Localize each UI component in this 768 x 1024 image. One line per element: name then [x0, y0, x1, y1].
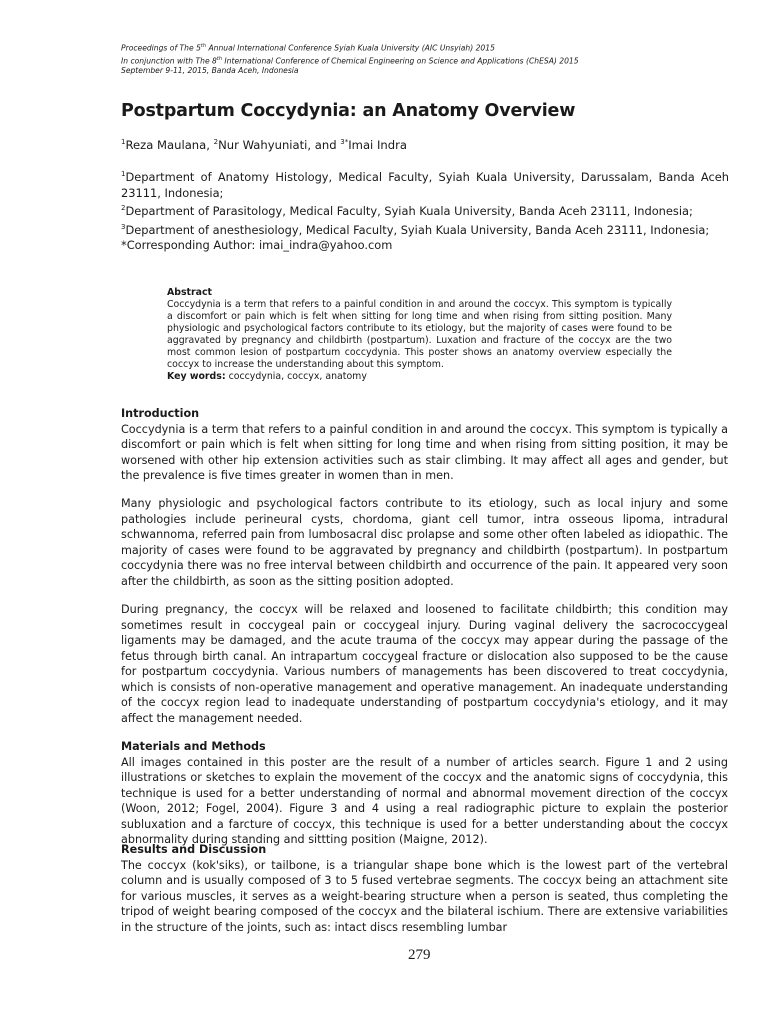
affiliations: [121, 167, 729, 254]
abstract-block: [167, 287, 672, 383]
paragraph: All images contained in this poster are the result of a number of articles search. Figure 1 and 2 using illustrations or sketches to explain the movement of the coccyx and the anatomic signs of coccydynia, this technique is used for a better understanding of normal and abnormal movement direction of the coccyx (Woon, 2012; Fogel, 2004). Figure 3 and 4 using a real radiographic picture to explain the posterior subluxation and a farcture of coccyx, this technique is used for a better understanding about the coccyx abnormality during standing and sittting position (Maigne, 2012).: [121, 755, 728, 846]
keywords: [167, 371, 672, 383]
author-name: Imai Indra: [348, 138, 407, 152]
abstract-text: Coccydynia is a term that refers to a painful condition in and around the coccyx. This symptom is typically a discomfort or pain which is felt when sitting for long time and when rising from sitting position. Many physiologic and psychological factors contribute to its etiology, but the majority of cases were found to be aggravated by pregnancy and childbirth (postpartum). Luxation and fracture of the coccyx are the two most common lesion of postpartum coccydynia. This poster shows an anatomy overview especially the coccyx to increase the understanding about this symptom.: [167, 299, 672, 370]
corresponding-author: *Corresponding Author: imai_indra@yahoo.com: [121, 238, 393, 252]
proceedings-header: [121, 41, 741, 76]
introduction-paragraph-3: [121, 602, 728, 726]
paragraph: Many physiologic and psychological factors contribute to its etiology, such as local injury and some pathologies include perineural cysts, chordoma, giant cell tumor, intra osseous lipoma, intradural schwannoma, referred pain from lumbosacral disc prolapse and some other often labeled as idiopathic. The majority of cases were found to be aggravated by pregnancy and childbirth (postpartum). In postpartum coccydynia there was no free interval between childbirth and occurrence of the pain. It appeared very soon after the childbirth, as soon as the sitting position adopted.: [121, 497, 728, 588]
author-sup: 3*: [340, 138, 349, 146]
affiliation: $^1$Department of Anatomy Histology, Medical Faculty, Syiah Kuala University, Darussalam, Banda Aceh 23111, Indonesia;: [121, 170, 729, 200]
paper-title: Postpartum Coccydynia: an Anatomy Overview: [121, 101, 576, 121]
affiliation: $^2$Department of Parasitology, Medical Faculty, Syiah Kuala University, Banda Aceh 23111, Indonesia;: [121, 204, 693, 218]
introduction-paragraph-2: [121, 496, 728, 589]
keywords-label: Key words:: [167, 371, 226, 382]
paragraph: Coccydynia is a term that refers to a painful condition in and around the coccyx. This symptom is typically a discomfort or pain which is felt when sitting for long time and when rising from sitting position, it may be worsened with other hip extension activities such as stair climbing. It may affect all ages and gender, but the prevalence is five times greater in women than in men.: [121, 422, 728, 482]
proceedings-line-2: In conjunction with The 8th International Conference of Chemical Engineering on Science and Applications (ChESA) 2015: [121, 55, 579, 66]
abstract-heading: Abstract: [167, 287, 213, 298]
results-section: [121, 842, 728, 935]
proceedings-line-3: September 9-11, 2015, Banda Aceh, Indonesia: [121, 66, 299, 76]
author-sup: 2: [213, 138, 219, 146]
affiliation: $^3$Department of anesthesiology, Medical Faculty, Syiah Kuala University, Banda Aceh 23111, Indonesia;: [121, 222, 710, 237]
methods-section: [121, 739, 728, 848]
author-list: [121, 138, 407, 152]
introduction-section: [121, 406, 728, 484]
author-name: Nur Wahyuniati, and: [218, 138, 341, 152]
paragraph: During pregnancy, the coccyx will be relaxed and loosened to facilitate childbirth; this condition may sometimes result in coccygeal pain or coccygeal injury. During vaginal delivery the sacrococcygeal ligaments may be damaged, and the acute trauma of the coccyx may appear during the passage of the fetus through birth canal. An intrapartum coccygeal fracture or dislocation also supposed to be the cause for postpartum coccydynia. Various numbers of managements has been discovered to treat coccydynia, which is consists of non-operative management and operative management. An inadequate understanding of the coccyx region lead to inadequate understanding of postpartum coccydynia's etiology, and it may affect the management needed.: [121, 603, 728, 725]
section-heading: Results and Discussion: [121, 843, 267, 856]
proceedings-line-1: Proceedings of The 5th Annual International Conference Syiah Kuala University (AIC Unsyiah) 2015: [121, 43, 495, 53]
section-heading: Materials and Methods: [121, 740, 266, 753]
author-sup: 1: [121, 138, 126, 146]
page-number: 279: [408, 947, 431, 963]
keywords-list: coccydynia, coccyx, anatomy: [225, 371, 367, 382]
section-heading: Introduction: [121, 407, 200, 420]
paragraph: The coccyx (kok'siks), or tailbone, is a triangular shape bone which is the lowest part of the vertebral column and is usually composed of 3 to 5 fused vertebrae segments. The coccyx being an attachment site for various muscles, it serves as a weight-bearing structure when a person is seated, thus completing the tripod of weight bearing composed of the coccyx and the bilateral ischium. There are extensive variabilities in the structure of the joints, such as: intact discs resembling lumbar: [121, 858, 728, 934]
author-name: Reza Maulana,: [125, 138, 214, 152]
